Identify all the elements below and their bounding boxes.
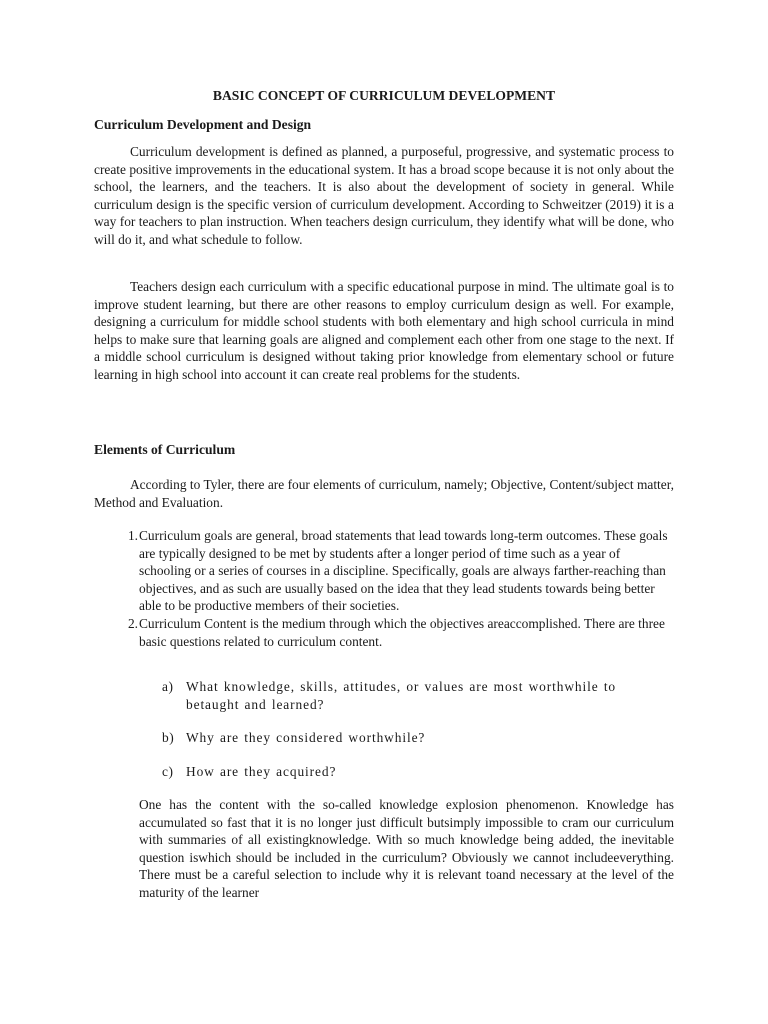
section-heading-development-design: Curriculum Development and Design bbox=[94, 117, 312, 132]
section-heading-elements: Elements of Curriculum bbox=[94, 442, 236, 457]
list-item-text: Curriculum Content is the medium through which the objectives areaccomplished. There are three basic questions related to curriculum content. bbox=[139, 615, 665, 649]
paragraph-tyler-intro: According to Tyler, there are four elements of curriculum, namely; Objective, Content/subject matter, Method and Evaluation. bbox=[94, 477, 674, 510]
paragraph-definition: Curriculum development is defined as planned, a purposeful, progressive, and systematic process to create positive improvements in the educational system. It has a broad scope because it is not only about the school, the learners, and the teachers. It is also about the development of society in general. While curriculum design is the specific version of curriculum development. According to Schweitzer (2019) it is a way for teachers to plan instruction. When teachers design curriculum, they identify what will be done, who will do it, and what schedule to follow. bbox=[94, 144, 674, 247]
paragraph-knowledge-explosion: One has the content with the so-called knowledge explosion phenomenon. Knowledge has accumulated so fast that it is no longer just difficult butsimply impossible to cram our curriculum with summaries of all existingknowledge. With so much knowledge being added, the inevitable question iswhich should be included in the curriculum? Obviously we cannot includeeverything. There must be a careful selection to include why it is relevant toand necessary at the level of the maturity of the learner bbox=[139, 797, 674, 900]
question-text: How are they acquired? bbox=[186, 764, 337, 779]
list-item-text: Curriculum goals are general, broad statements that lead towards long-term outcomes. These goals are typically designed to be met by students after a longer period of time such as a year of schooling or a series of courses in a discipline. Specifically, goals are always farther-reaching than objectives, and as such are usually based on the idea that they lead students towards being better able to be productive members of their societies. bbox=[139, 528, 668, 614]
question-item bbox=[162, 678, 674, 713]
question-text: Why are they considered worthwhile? bbox=[186, 730, 426, 745]
document-title: BASIC CONCEPT OF CURRICULUM DEVELOPMENT bbox=[212, 88, 556, 103]
question-mark: b) bbox=[162, 730, 175, 745]
list-item-number: 1. bbox=[127, 528, 138, 543]
list-item bbox=[94, 615, 674, 650]
question-item bbox=[162, 729, 674, 747]
question-mark: a) bbox=[162, 679, 174, 694]
elements-list bbox=[94, 527, 674, 650]
question-text: What knowledge, skills, attitudes, or values are most worthwhile to betaught and learned? bbox=[186, 679, 617, 712]
question-mark: c) bbox=[162, 764, 174, 779]
question-item bbox=[162, 763, 674, 781]
list-item-number: 2. bbox=[127, 615, 138, 631]
list-item bbox=[94, 527, 674, 615]
paragraph-purpose: Teachers design each curriculum with a specific educational purpose in mind. The ultimate goal is to improve student learning, but there are other reasons to employ curriculum design as well. For example, designing a curriculum for middle school students with both elementary and high school curricula in mind helps to make sure that learning goals are aligned and complement each other from one stage to the next. If a middle school curriculum is designed without taking prior knowledge from elementary school or future learning in high school into account it can create real problems for the students. bbox=[94, 279, 674, 382]
